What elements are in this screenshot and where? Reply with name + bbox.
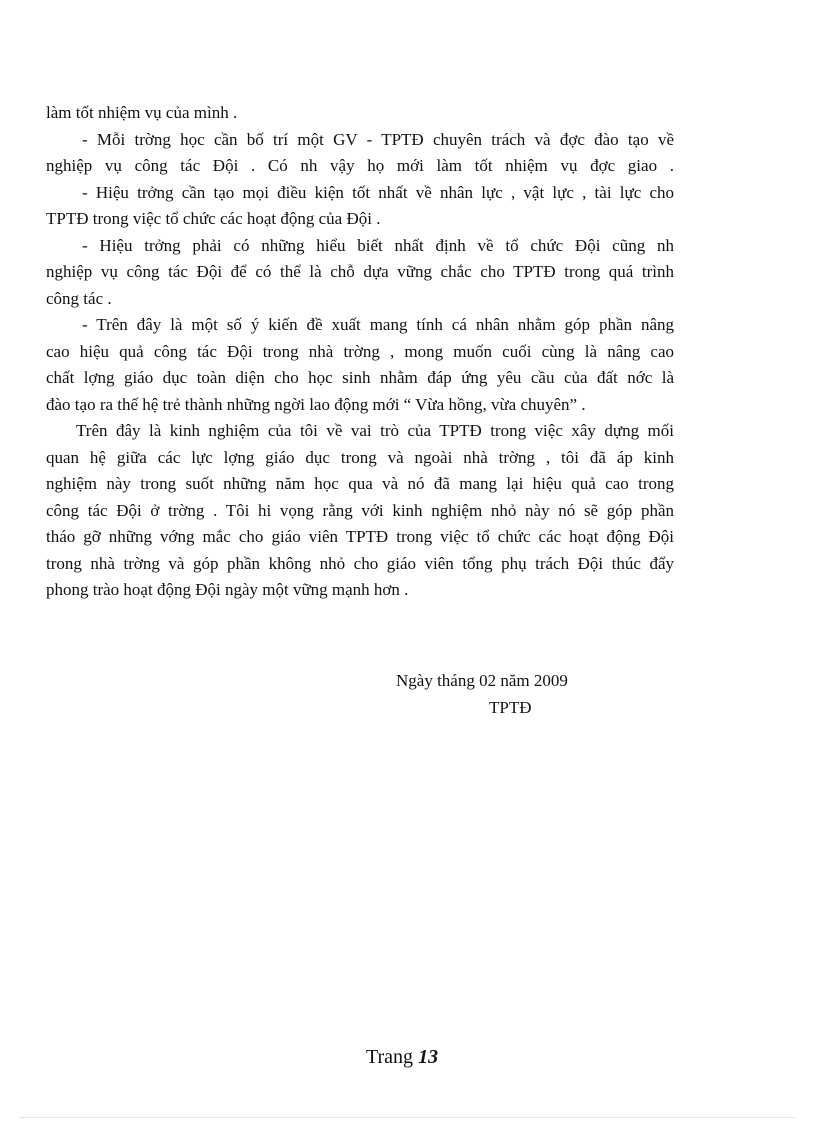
bottom-divider — [20, 1117, 796, 1118]
text-line: chất lợng giáo dục toàn diện cho học sinh nhằm đáp ứng yêu cầu của đất nớc là — [46, 368, 674, 387]
text-line: - Hiệu trởng cần tạo mọi điều kiện tốt nhất về nhân lực , vật lực , tài lực cho — [82, 182, 674, 202]
text-line: nghiệp vụ công tác Đội . Có nh vậy họ mới làm tốt nhiệm vụ đợc giao . — [46, 156, 674, 175]
text-line: - Trên đây là một số ý kiến đề xuất mang tính cá nhân nhằm góp phần nâng — [82, 315, 674, 334]
signature-date: Ngày tháng 02 năm 2009 — [396, 671, 568, 690]
page-label: Trang — [366, 1046, 414, 1068]
text-line: phong trào hoạt động Đội ngày một vững mạnh hơn . — [46, 580, 409, 599]
text-line: quan hệ giữa các lực lợng giáo dục trong và ngoài nhà trờng , tôi đã áp kinh — [46, 447, 674, 467]
text-line: - Hiệu trởng phải có những hiểu biết nhất định về tổ chức Đội cũng nh — [82, 235, 674, 255]
text-line: tháo gỡ những vớng mắc cho giáo viên TPTĐ trong việc tổ chức các hoạt động Đội — [46, 527, 674, 546]
text-line: công tác . — [46, 288, 112, 308]
text-line: công tác Đội ở trờng . Tôi hi vọng rằng với kinh nghiệm nhỏ này nó sẽ góp phần — [46, 500, 674, 520]
signature-block — [396, 668, 568, 721]
text-line: nghiệp vụ công tác Đội để có thể là chỗ dựa vững chắc cho TPTĐ trong quá trình — [46, 262, 674, 281]
text-line: TPTĐ trong việc tổ chức các hoạt động của Đội . — [46, 209, 381, 228]
text-line: làm tốt nhiệm vụ của mình . — [46, 103, 238, 122]
text-line: - Mỗi trờng học cần bố trí một GV - TPTĐ chuyên trách và đợc đào tạo về — [82, 129, 674, 149]
text-line: nghiệm này trong suốt những năm học qua và nó đã mang lại hiệu quả cao trong — [46, 474, 674, 493]
page-number: 13 — [418, 1046, 439, 1068]
body-text — [46, 100, 674, 604]
signature-title: TPTĐ — [489, 697, 532, 717]
page-footer — [366, 1046, 438, 1069]
text-line: cao hiệu quả công tác Đội trong nhà trờng , mong muốn cuối cùng là nâng cao — [46, 341, 674, 361]
text-line: Trên đây là kinh nghiệm của tôi về vai trò của TPTĐ trong việc xây dựng mối — [76, 421, 674, 440]
text-line: trong nhà trờng và góp phần không nhỏ cho giáo viên tổng phụ trách Đội thúc đẩy — [46, 553, 674, 573]
text-line: đào tạo ra thế hệ trẻ thành những ngời lao động mới “ Vừa hồng, vừa chuyên” . — [46, 394, 586, 414]
